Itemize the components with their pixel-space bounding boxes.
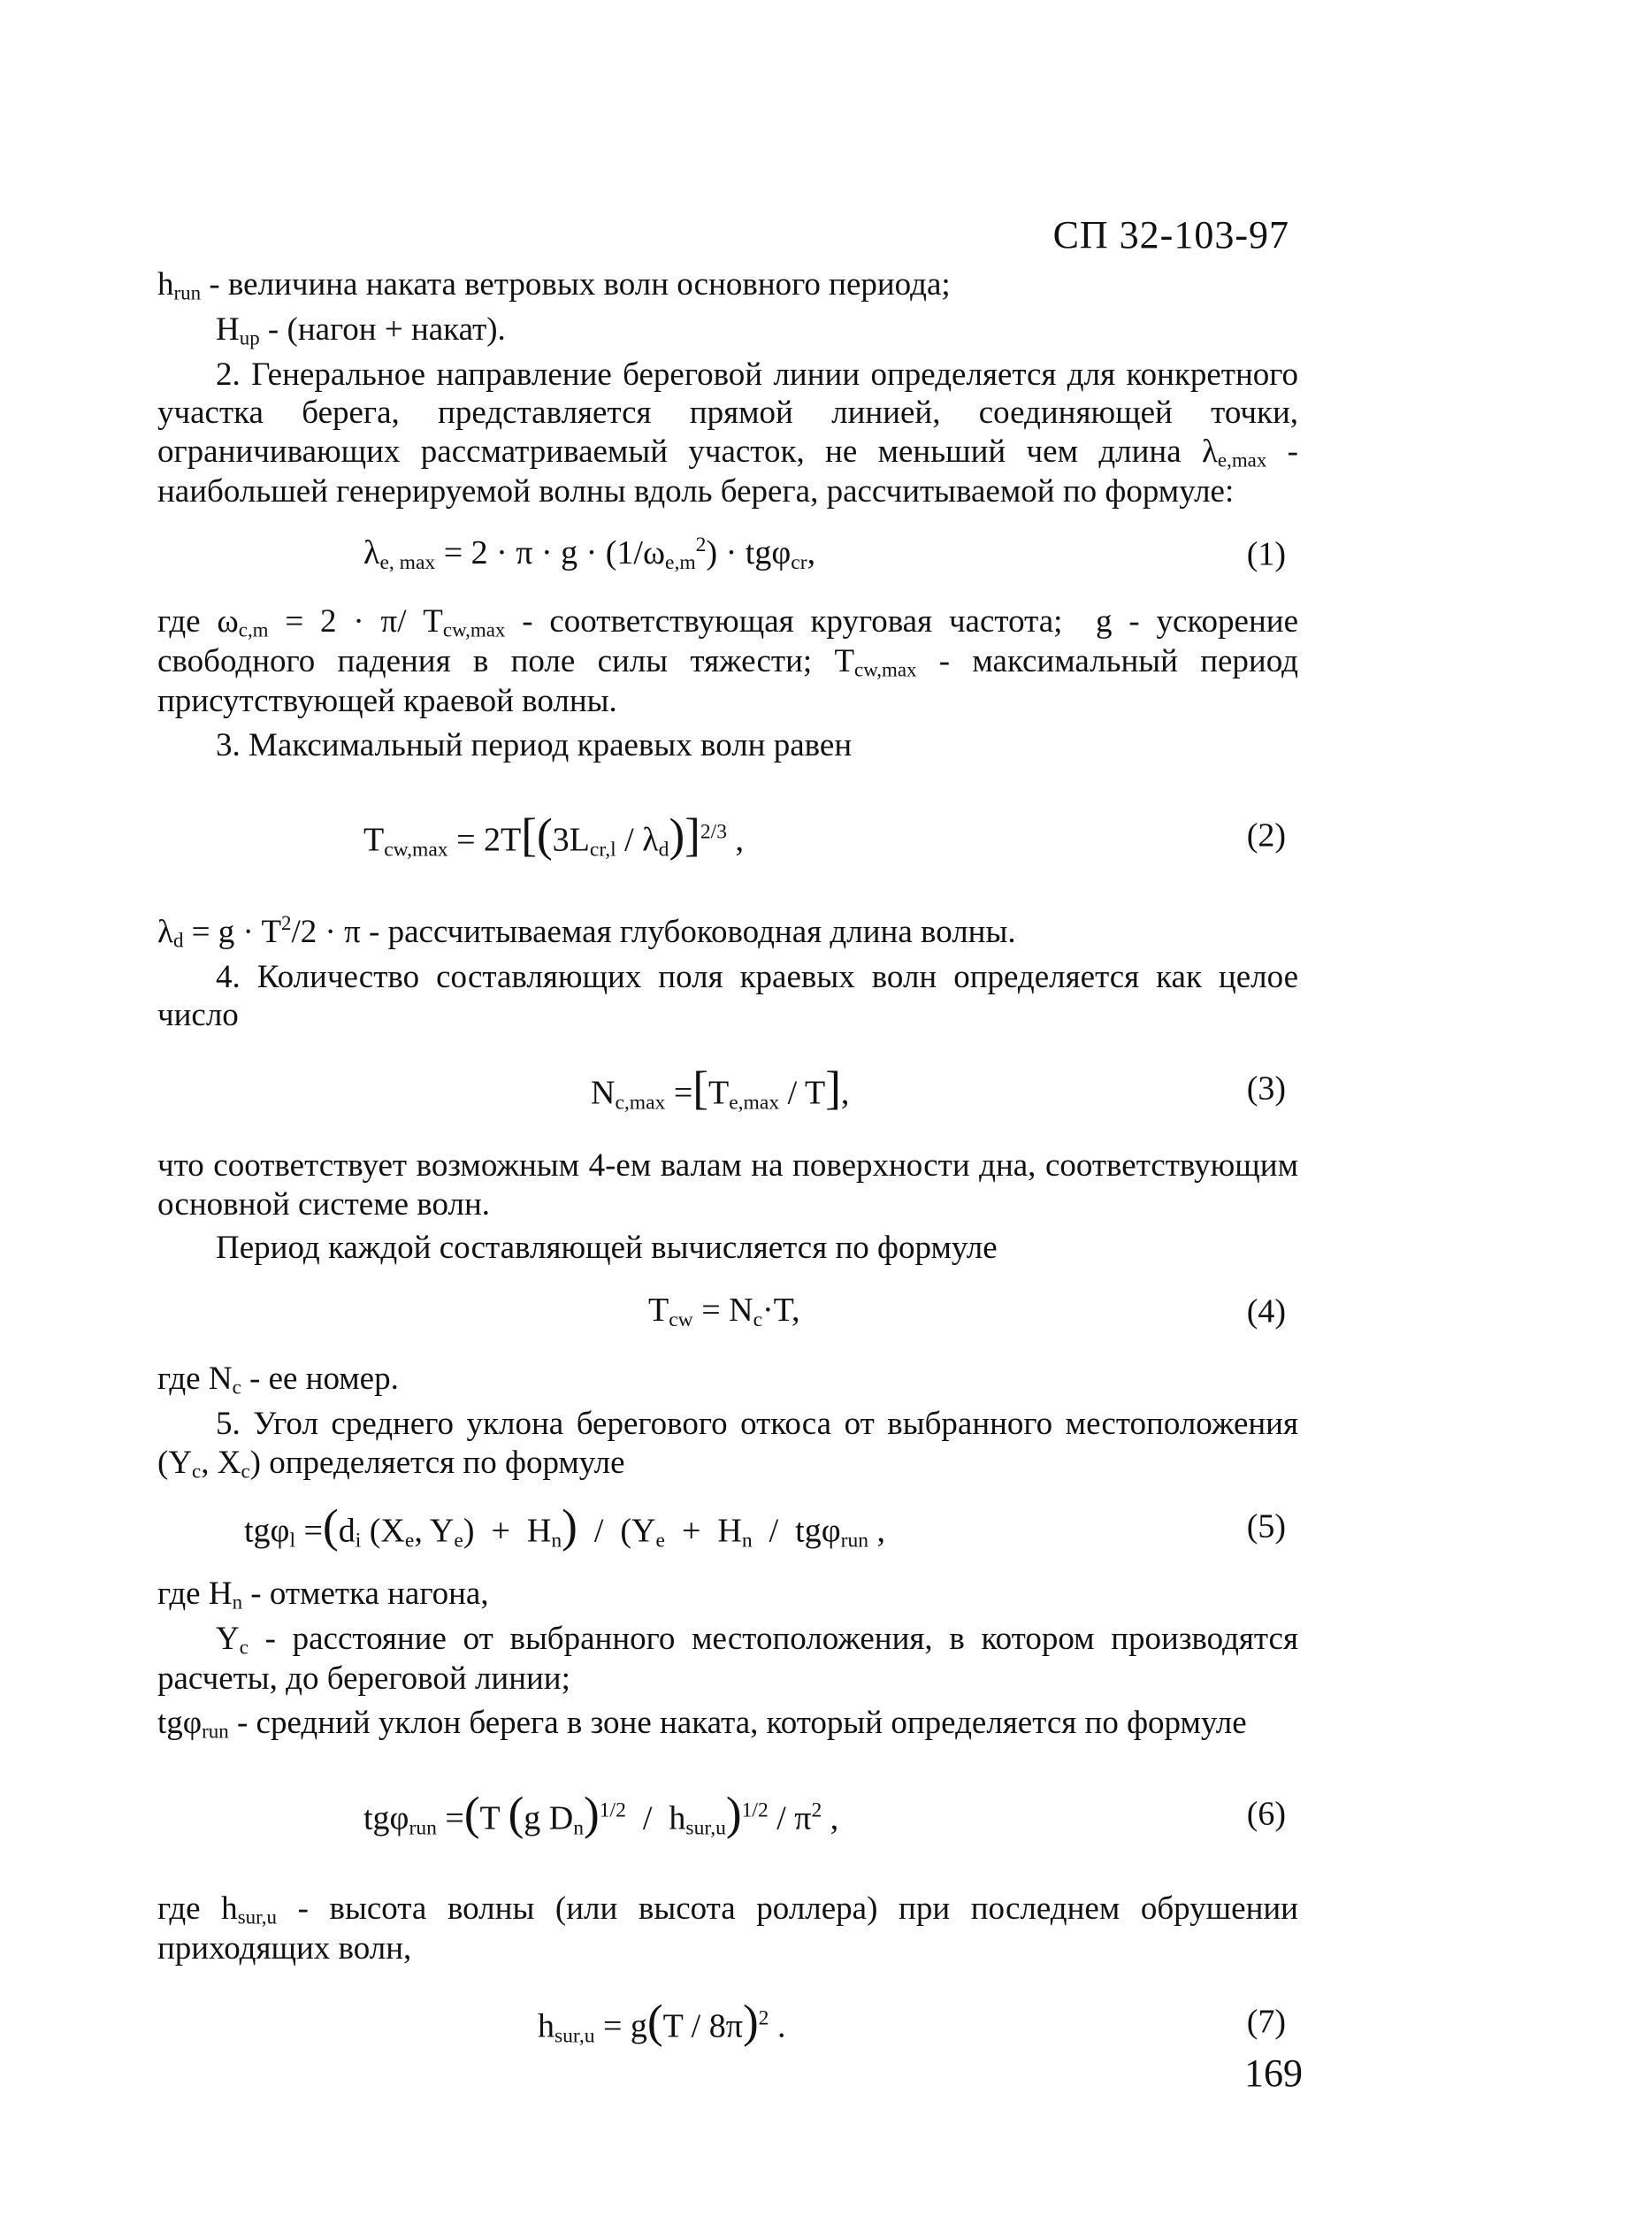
paragraph-3-where: $\lambda_d = g \cdot T^2/2 \cdot \pi$ - рассчитываемая глубоководная длина волны. (157, 912, 1016, 952)
formula-3-row (157, 1040, 1298, 1138)
paragraph-4-result: что соответствует возможным 4-ем валам на поверхности дна, соответствующим основной системе волн. (157, 1147, 1298, 1223)
paragraph-6-where: где $h_{sur,u}$ - высота волны (или высота роллера) при последнем обрушении приходящих волн, (157, 1890, 1298, 1967)
equation-number-4: (4) (1246, 1292, 1286, 1330)
equation-number-1: (1) (1246, 535, 1286, 573)
definition-hrun: $h_{run}$ - величина наката ветровых волн основного периода; (157, 266, 951, 304)
paragraph-3: 3. Максимальный период краевых волн равен (216, 726, 853, 763)
formula-1: $\lambda_{e, max} = 2 \cdot \pi \cdot g \cdot (1/\omega_{e,m}^2) \cdot tg\varphi_{cr}$, (363, 533, 816, 575)
equation-number-7: (7) (1246, 2003, 1286, 2041)
document-code: СП 32-103-97 (1052, 213, 1289, 257)
formula-1-row (157, 516, 1298, 594)
formula-2: $T_{cw,max} = 2T[(3L_{cr,l} / \lambda_d)]^{2/3}$ , (363, 809, 744, 862)
paragraph-2: 2. Генеральное направление береговой линии определяется для конкретного участка берега, представляется прямой линией, соединяющей точки, ограничивающих рассматриваемый участок, не меньший чем длина $\lambda_{e,max}$ - наибольшей генерируемой волны вдоль берега, рассчитываемой по формуле: (157, 356, 1298, 510)
equation-number-5: (5) (1246, 1507, 1286, 1545)
definition-hup: $H_{up}$ - (нагон + накат). (216, 311, 506, 349)
formula-5-row (157, 1488, 1298, 1566)
formula-5: $tg\varphi_l =(d_i$ ($X_e$, $Y_e) + H_n) / (Y_e + H_n / tg\varphi_{run}$ , (244, 1499, 886, 1553)
paragraph-4-period: Период каждой составляющей вычисляется по формуле (216, 1230, 998, 1267)
paragraph-4: 4. Количество составляющих поля краевых волн определяется как целое число (157, 958, 1298, 1034)
page-number: 169 (1244, 2051, 1303, 2095)
formula-6: tgφ$_{run}$ =(T (g $D_n)^{1/2} / h_{sur,u})^{1/2} / \pi^2$ , (363, 1788, 839, 1841)
formula-7-row (157, 1974, 1298, 2071)
paragraph-5-where-tg: tgφ$_{run}$ - средний уклон берега в зоне наката, который определяется по формуле (157, 1704, 1247, 1743)
formula-3: $N_{c,max} =[T_{e,max} / T]$, (591, 1062, 850, 1115)
equation-number-2: (2) (1246, 817, 1286, 855)
paragraph-4-where: где $N_c$ - ее номер. (157, 1361, 399, 1399)
paragraph-5-where-hn: где $H_n$ - отметка нагона, (157, 1576, 489, 1614)
equation-number-6: (6) (1246, 1795, 1286, 1833)
formula-4-row (157, 1273, 1298, 1351)
paragraph-2-where: где $\omega_{c,m} = 2 \cdot \pi/$ $T_{cw,max}$ - соответствующая круговая частота; g - ускорение свободного падения в поле силы тяжести; $T_{cw,max}$ - максимальный период присутствующей краевой волны. (157, 603, 1298, 719)
formula-7: $h_{sur,u} = g(T / 8\pi)^2$ . (538, 1995, 786, 2048)
paragraph-5: 5. Угол среднего уклона берегового откоса от выбранного местоположения ($Y_c$, $X_c$) определяется по формуле (157, 1405, 1298, 1483)
formula-2-row (157, 770, 1298, 902)
document-body (157, 265, 1298, 2080)
formula-6-row (157, 1748, 1298, 1881)
equation-number-3: (3) (1246, 1070, 1286, 1108)
formula-4: $T_{cw} = N_c\cdot T$, (648, 1292, 800, 1332)
paragraph-5-where-yc: $Y_c$ - расстояние от выбранного местоположения, в котором производятся расчеты, до береговой линии; (157, 1621, 1298, 1697)
